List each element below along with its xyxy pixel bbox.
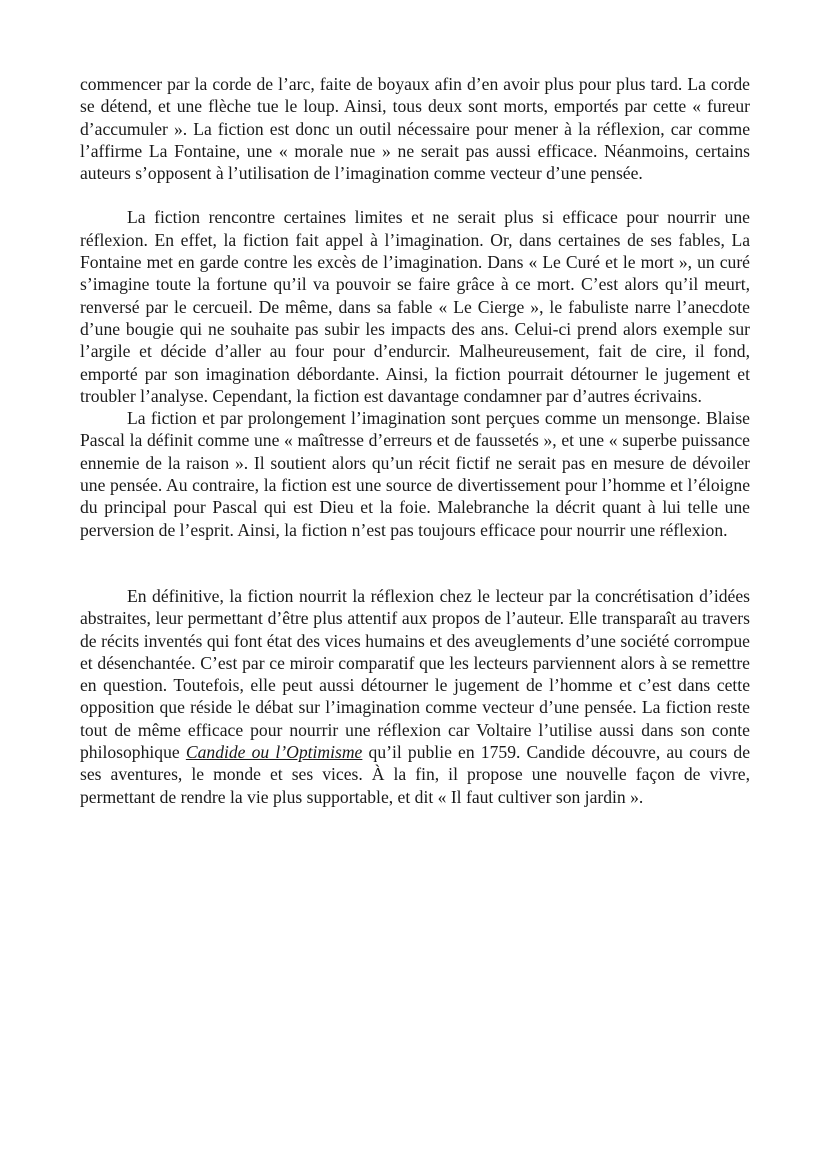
conclusion-text-start: En définitive, la fiction nourrit la réflexion chez le lecteur par la concrétisation d’idées abstraites, leur permettant d’être plus attentif aux propos de l’auteur. Elle transparaît au travers de récits inventés qui font état des vices humains et des aveuglements d’une société corrompue et désenchantée. C’est par ce miroir comparatif que les lecteurs parviennent alors à se remettre en question. Toutefois, elle peut aussi détourner le jugement de l’homme et c’est dans cette opposition que réside le débat sur l’imagination comme vecteur d’une pensée. La fiction reste tout de même efficace pour nourrir une réflexion car Voltaire l’utilise aussi dans son conte philosophique: [80, 585, 750, 763]
paragraph-limits: La fiction rencontre certaines limites et ne serait plus si efficace pour nourrir une réflexion. En effet, la fiction fait appel à l’imagination. Or, dans certaines de ses fables, La Fontaine met en garde contre les excès de l’imagination. Dans « Le Curé et le mort », un curé s’imagine toute la fortune qu’il va pouvoir se faire grâce à ce mort. C’est alors qu’il meurt, renversé par le cercueil. De même, dans sa fable « Le Cierge », le fabuliste narre l’anecdote d’une bougie qui ne souhaite pas subir les impacts des ans. Celui-ci prend alors exemple sur l’argile et décide d’aller au four pour d’endurcir. Malheureusement, fait de cire, il fond, emporté par son imagination débordante. Ainsi, la fiction pourrait détourner le jugement et troubler l’analyse. Cependant, la fiction est davantage condamner par d’autres écrivains.: [80, 207, 750, 406]
paragraph-continuation: commencer par la corde de l’arc, faite de boyaux afin d’en avoir plus pour plus tard. La corde se détend, et une flèche tue le loup. Ainsi, tous deux sont morts, emportés par cette « fureur d’accumuler ». La fiction est donc un outil nécessaire pour mener à la réflexion, car comme l’affirme La Fontaine, une « morale nue » ne serait pas aussi efficace. Néanmoins, certains auteurs s’opposent à l’utilisation de l’imagination comme vecteur d’une pensée.: [80, 74, 750, 184]
paragraph-conclusion: [80, 585, 750, 808]
book-title: Candide ou l’Optimisme: [185, 742, 363, 763]
paragraph-pascal: La fiction et par prolongement l’imagination sont perçues comme un mensonge. Blaise Pascal la définit comme une « maîtresse d’erreurs et de faussetés », et une « superbe puissance ennemie de la raison ». Il soutient alors qu’un récit fictif ne serait pas en mesure de dévoiler une pensée. Au contraire, la fiction est une source de divertissement pour l’homme et l’éloigne du principal pour Pascal qui est Dieu et la foie. Malebranche la décrit quant à lui telle une perversion de l’esprit. Ainsi, la fiction n’est pas toujours efficace pour nourrir une réflexion.: [80, 408, 750, 540]
conclusion-text-end: qu’il publie en 1759. Candide découvre, au cours de ses aventures, le monde et ses vices. À la fin, il propose une nouvelle façon de vivre, permettant de rendre la vie plus supportable, et dit « Il faut cultiver son jardin ».: [80, 742, 751, 807]
